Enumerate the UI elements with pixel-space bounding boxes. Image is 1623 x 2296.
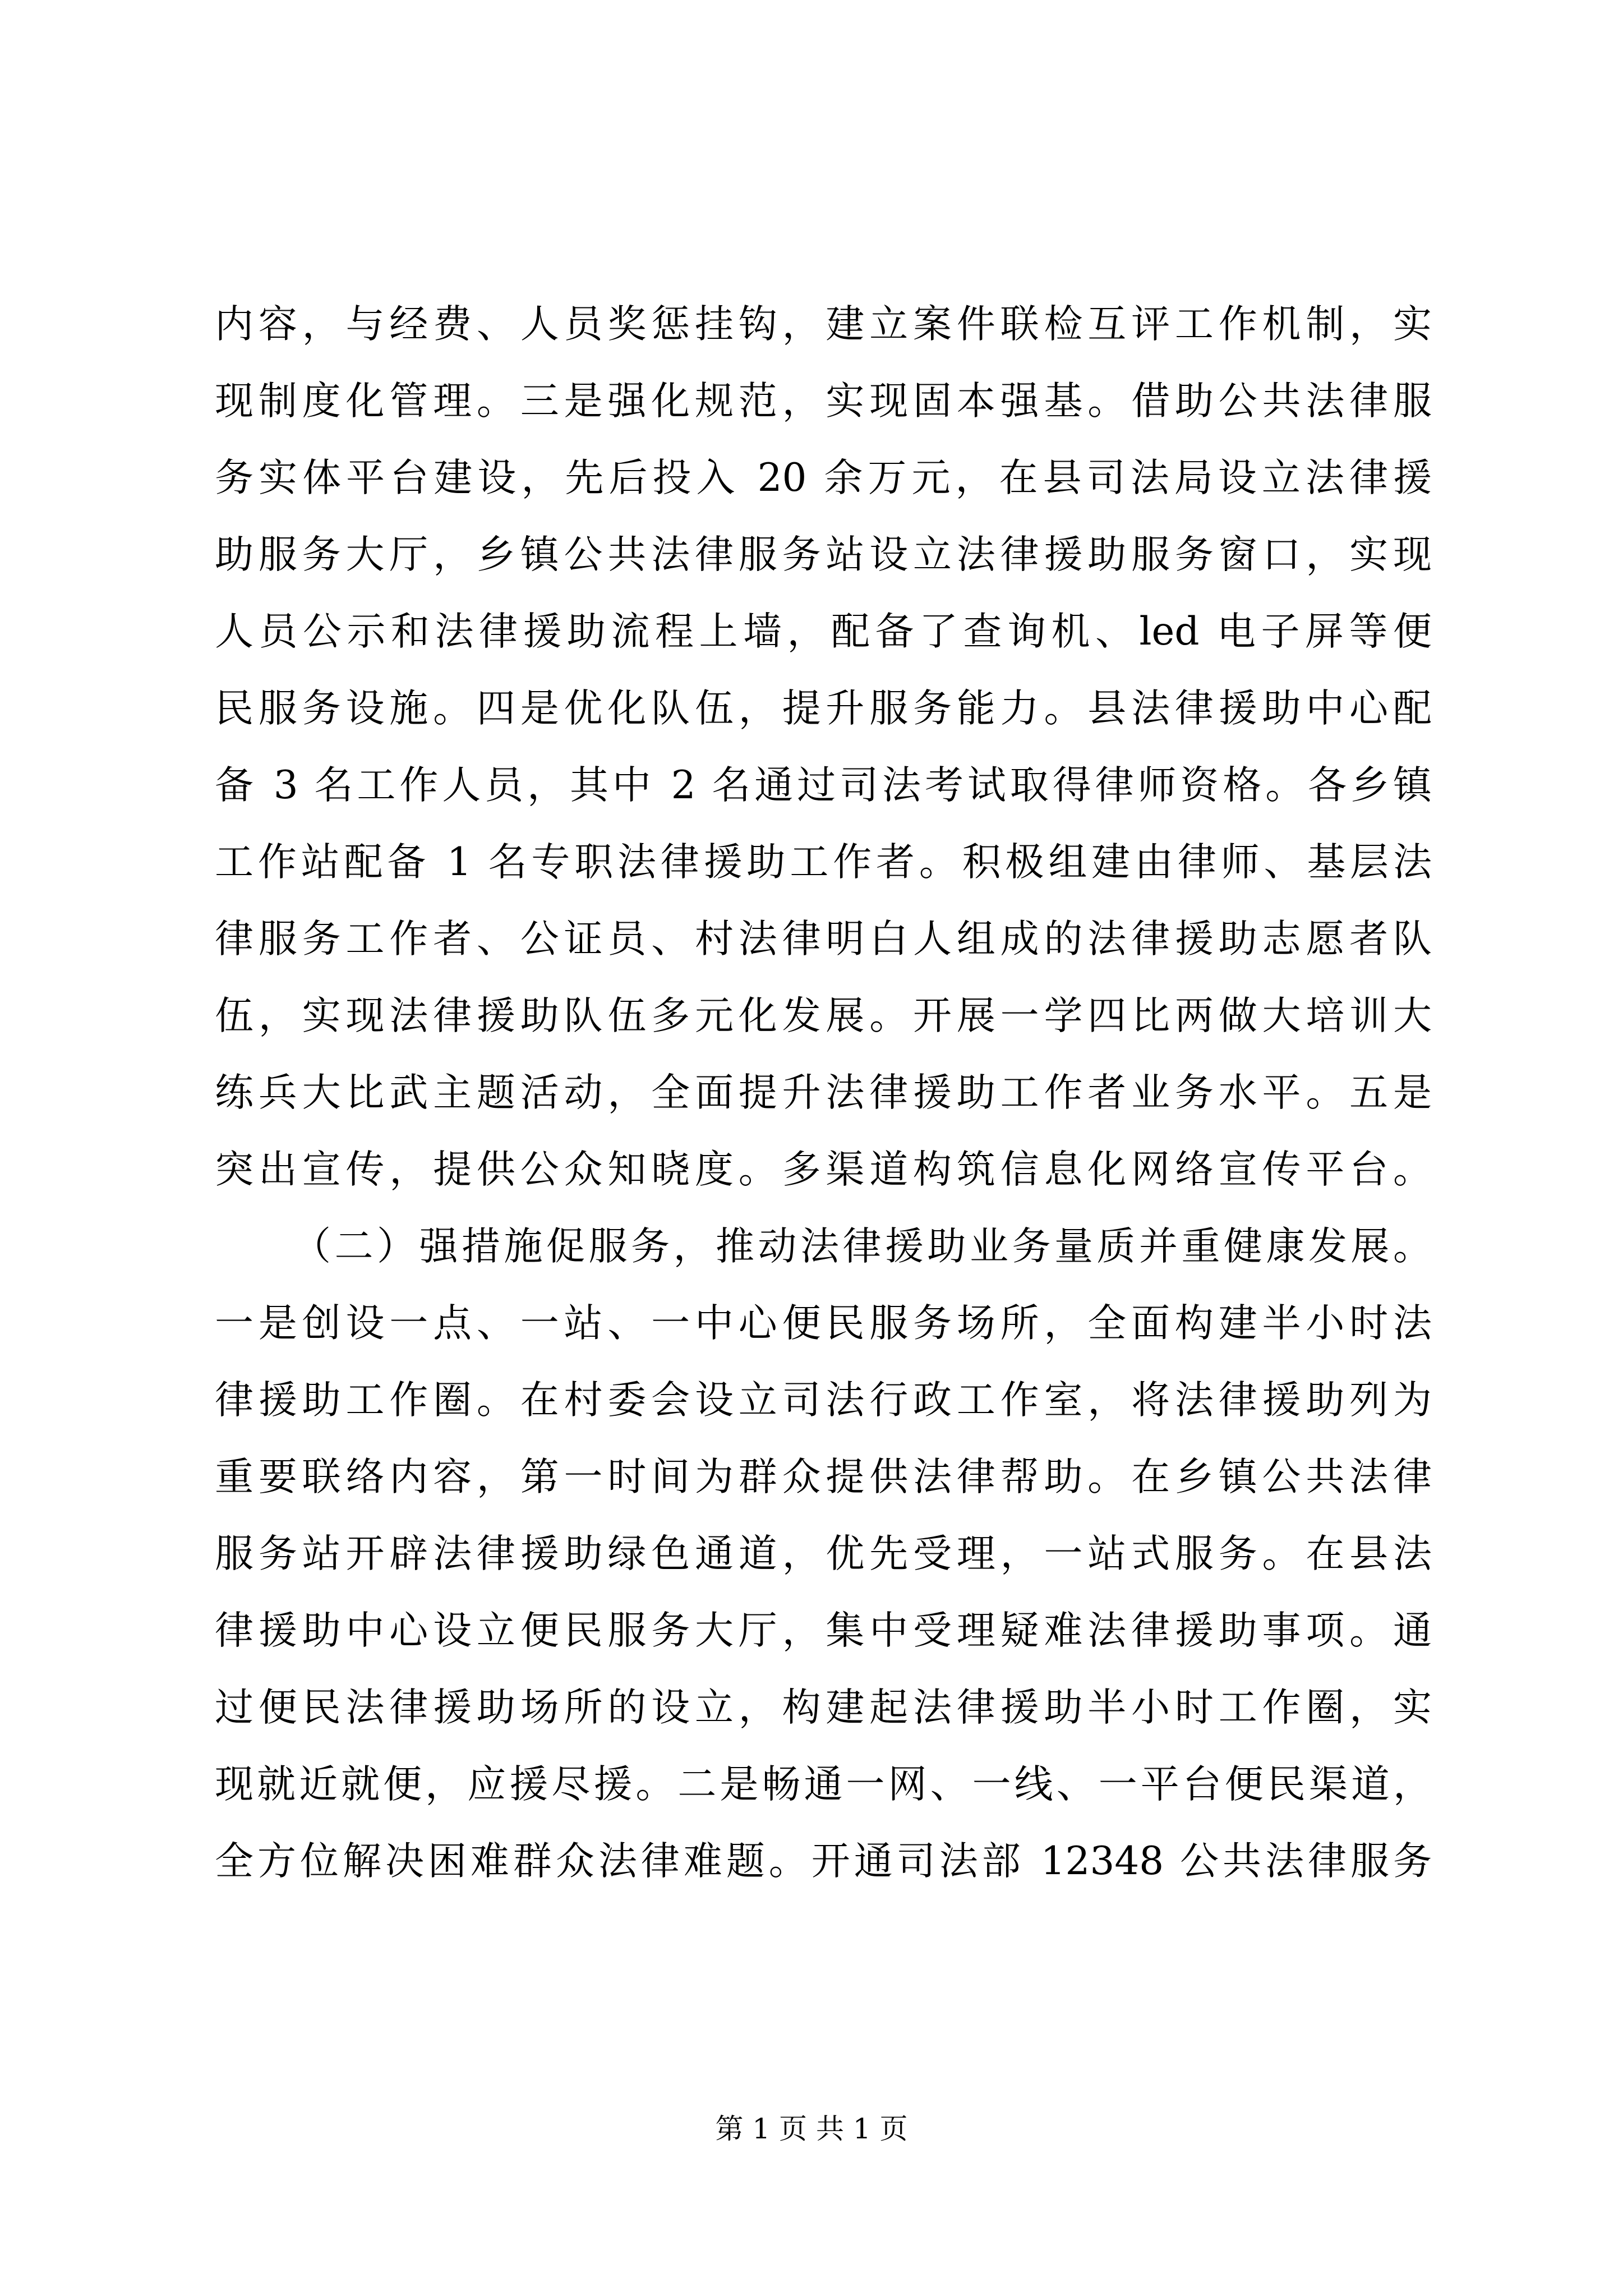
text-line: 过便民法律援助场所的设立，构建起法律援助半小时工作圈，实 — [215, 1685, 1432, 1730]
text-line: 伍，实现法律援助队伍多元化发展。开展一学四比两做大培训大 — [215, 993, 1432, 1038]
text-line: 律服务工作者、公证员、村法律明白人组成的法律援助志愿者队 — [215, 917, 1432, 961]
text-line: 现制度化管理。三是强化规范，实现固本强基。借助公共法律服 — [215, 379, 1432, 424]
text-line: 备 3 名工作人员，其中 2 名通过司法考试取得律师资格。各乡镇 — [215, 763, 1432, 808]
text-line: 律援助中心设立便民服务大厅，集中受理疑难法律援助事项。通 — [215, 1608, 1432, 1653]
text-line: 重要联络内容，第一时间为群众提供法律帮助。在乡镇公共法律 — [215, 1455, 1432, 1499]
text-line: 练兵大比武主题活动，全面提升法律援助工作者业务水平。五是 — [215, 1070, 1432, 1115]
section-heading-line: （二）强措施促服务，推动法律援助业务量质并重健康发展。 — [292, 1224, 1432, 1269]
text-line: 内容，与经费、人员奖惩挂钩，建立案件联检互评工作机制，实 — [215, 302, 1432, 347]
text-line: 一是创设一点、一站、一中心便民服务场所，全面构建半小时法 — [215, 1301, 1432, 1346]
text-line: 工作站配备 1 名专职法律援助工作者。积极组建由律师、基层法 — [215, 840, 1432, 885]
text-line: 助服务大厅，乡镇公共法律服务站设立法律援助服务窗口，实现 — [215, 532, 1432, 577]
text-line: 民服务设施。四是优化队伍，提升服务能力。县法律援助中心配 — [215, 686, 1432, 731]
page-footer: 第 1 页 共 1 页 — [715, 2113, 908, 2145]
text-line: 现就近就便，应援尽援。二是畅通一网、一线、一平台便民渠道， — [215, 1762, 1432, 1807]
document-body — [215, 286, 1432, 1900]
text-line: 律援助工作圈。在村委会设立司法行政工作室，将法律援助列为 — [215, 1378, 1432, 1423]
text-line: 全方位解决困难群众法律难题。开通司法部 12348 公共法律服务 — [215, 1839, 1432, 1884]
text-line: 人员公示和法律援助流程上墙，配备了查询机、led 电子屏等便 — [215, 609, 1432, 654]
text-line: 突出宣传，提供公众知晓度。多渠道构筑信息化网络宣传平台。 — [215, 1147, 1432, 1192]
text-line: 务实体平台建设，先后投入 20 余万元，在县司法局设立法律援 — [215, 455, 1432, 500]
text-line: 服务站开辟法律援助绿色通道，优先受理，一站式服务。在县法 — [215, 1531, 1432, 1576]
